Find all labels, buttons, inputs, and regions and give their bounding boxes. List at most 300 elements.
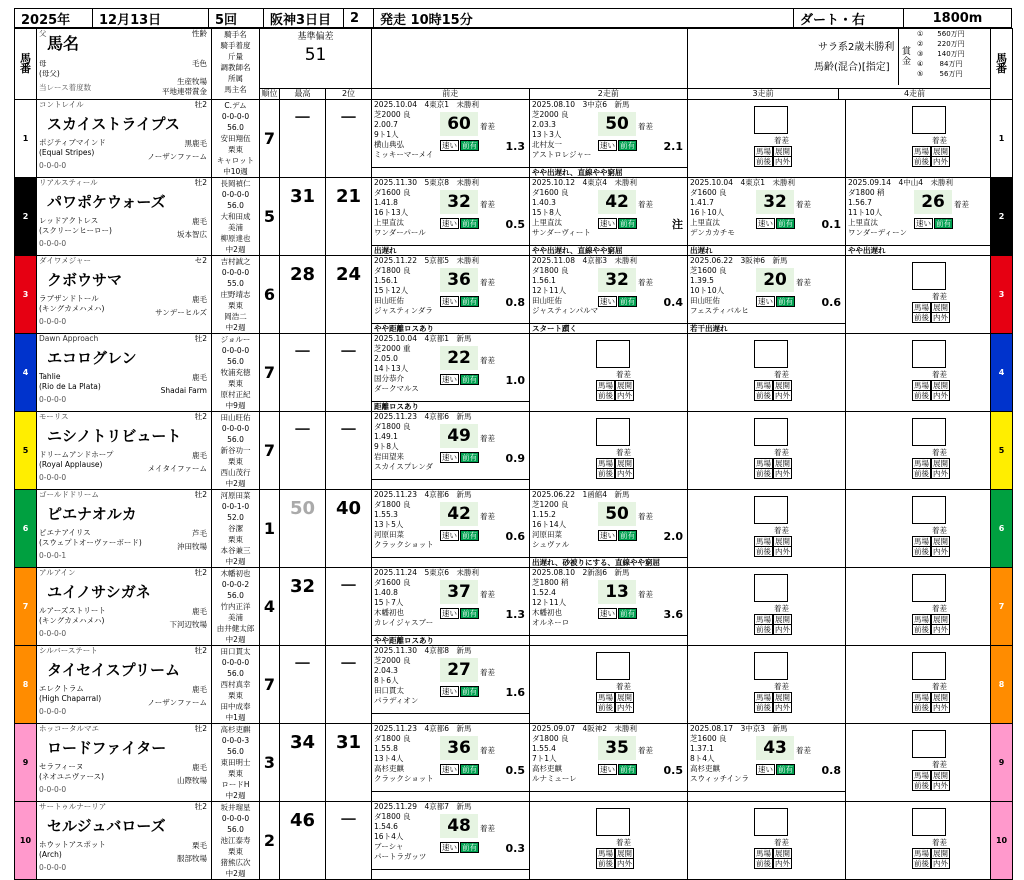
race-index: 48 — [440, 814, 478, 838]
race-field: 16ト14人 — [532, 520, 567, 529]
sex-age: セ2 — [194, 256, 207, 265]
race-empty: 着差 馬場 展開 前後 内外 — [846, 646, 991, 724]
race-comment: 距離ロスあり — [372, 401, 529, 411]
race-index: 43 — [756, 736, 794, 760]
horse-name[interactable]: セルジュバローズ — [47, 817, 166, 835]
horse-number: 1 — [15, 100, 37, 178]
race-index: 13 — [598, 580, 636, 604]
trainer: 東田明士 — [220, 758, 251, 767]
damsire: (Arch) — [39, 850, 62, 859]
blank-box — [754, 340, 788, 368]
horse-number-right: 1 — [991, 100, 1013, 178]
belong: 栗東 — [228, 535, 243, 544]
race-jockey: 高杉吏麒 — [690, 764, 721, 773]
jockey-record: 0-0-0-0 — [221, 658, 250, 667]
arrival-label: 着差 — [616, 838, 632, 847]
sire: アルアイン — [39, 568, 76, 577]
second-index: 40 — [326, 490, 372, 568]
arrival-label: 着差 — [480, 434, 496, 443]
horse-info[interactable] — [37, 412, 212, 490]
arrival-label: 着差 — [774, 604, 790, 613]
arrival-label: 着差 — [932, 292, 948, 301]
second-index: － — [326, 646, 372, 724]
race-time: 2.03.3 — [532, 120, 556, 129]
race-index: 42 — [440, 502, 478, 526]
rank: 6 — [260, 256, 280, 334]
pace-tags: 速い 前有 — [442, 531, 478, 540]
pace-tags: 馬場 展開 — [914, 771, 949, 780]
trainer: 安田翔伍 — [220, 134, 251, 143]
race-prev1 — [372, 568, 530, 646]
margin: 0.4 — [663, 296, 684, 309]
race-time: 1.41.8 — [374, 198, 398, 207]
race-prev1 — [372, 412, 530, 490]
race-number: 2 — [344, 9, 374, 27]
pace-tags: 速い 前有 — [600, 141, 636, 150]
race-course: ダ1600 良 — [690, 188, 727, 197]
damsire: (Royal Applause) — [39, 460, 103, 469]
race-index: 32 — [440, 190, 478, 214]
coat: 鹿毛 — [192, 607, 207, 616]
horse-row — [15, 724, 1013, 802]
weight: 55.0 — [227, 279, 244, 288]
coat: 鹿毛 — [192, 451, 207, 460]
margin: 1.3 — [505, 608, 526, 621]
margin: 注 — [672, 218, 684, 231]
jockey-info — [212, 646, 260, 724]
pace-tags: 馬場 展開 — [756, 459, 791, 468]
belong: 栗東 — [228, 379, 243, 388]
course-record: 0-0-0-1 — [39, 551, 67, 560]
race-field: 10ト10人 — [690, 286, 725, 295]
horse-info[interactable] — [37, 802, 212, 880]
race-prev1 — [372, 646, 530, 724]
breeder: 坂本智広 — [177, 230, 207, 239]
race-time: 1.40.3 — [532, 198, 556, 207]
race-empty: 着差 馬場 展開 前後 内外 — [846, 256, 991, 334]
race-jockey: 木幡初也 — [374, 608, 405, 617]
horse-name[interactable]: ピエナオルカ — [47, 505, 137, 523]
course-record: 0-0-0-0 — [39, 395, 67, 404]
sire: モーリス — [39, 412, 69, 421]
arrival-label: 着差 — [638, 512, 654, 521]
race-jockey: 上里直汰 — [848, 218, 879, 227]
breeder: 下河辺牧場 — [169, 620, 207, 629]
coat: 鹿毛 — [192, 373, 207, 382]
race-course: 芝2000 良 — [532, 110, 569, 119]
pace-tags: 速い 前有 — [442, 765, 478, 774]
race-time: 1.37.1 — [690, 744, 714, 753]
race-index: 36 — [440, 736, 478, 760]
margin: 1.0 — [505, 374, 526, 387]
pace-tags: 速い 前有 — [600, 609, 636, 618]
race-comment — [372, 791, 529, 801]
breeder: Shadai Farm — [160, 386, 207, 395]
race-info: サラ系2歳未勝利 馬齢(混合)[指定] 賞金 ① 560万円 ② 220万円 ③ 140万円 ④ 84万円 ⑤ 56万円 3走前 4走前 — [688, 29, 991, 100]
race-time: 1.52.4 — [532, 588, 556, 597]
race-field: 15ト7人 — [374, 598, 404, 607]
race-field: 16ト4人 — [374, 832, 404, 841]
second-index: － — [326, 334, 372, 412]
arrival-label: 着差 — [638, 746, 654, 755]
col-jockey: 騎手名 騎手着度 斤量 調教師名 所属 馬主名 — [212, 29, 260, 100]
race-date: 2025.06.22 3阪神6 新馬 — [690, 256, 788, 265]
blank-box — [912, 574, 946, 602]
weight: 56.0 — [227, 357, 244, 366]
col-prev-1-2: 前走 2走前 — [372, 29, 688, 100]
race-date: 2025.10.04 4京都1 新馬 — [374, 334, 472, 343]
horse-number: 3 — [15, 256, 37, 334]
margin: 2.1 — [663, 140, 684, 153]
arrival-label: 着差 — [638, 200, 654, 209]
trainer: 西村真幸 — [220, 680, 251, 689]
course-record: 0-0-0-0 — [39, 863, 67, 872]
rank: 7 — [260, 100, 280, 178]
race-card-table — [14, 28, 1013, 880]
race-time: 1.56.1 — [374, 276, 398, 285]
breeder: ノーザンファーム — [147, 152, 207, 161]
race-field: 8ト4人 — [690, 754, 715, 763]
race-time: 2.04.3 — [374, 666, 398, 675]
race-winner: シュヴァル — [532, 540, 570, 549]
margin: 0.8 — [505, 296, 526, 309]
horse-info[interactable] — [37, 724, 212, 802]
race-date: 2025.10.04 4東京1 未勝利 — [374, 100, 480, 109]
margin: 0.9 — [505, 452, 526, 465]
sex-age: 牡2 — [194, 412, 207, 421]
sire: サートゥルナーリア — [39, 802, 107, 811]
sire: リアルスティール — [39, 178, 98, 187]
horse-info[interactable] — [37, 100, 212, 178]
race-field: 12ト11人 — [532, 598, 567, 607]
race-date: 2025.11.24 5東京6 未勝利 — [374, 568, 480, 577]
race-empty: 着差 馬場 展開 前後 内外 — [530, 334, 688, 412]
jockey-info — [212, 100, 260, 178]
margin: 0.8 — [821, 764, 842, 777]
horse-name[interactable]: ロードファイター — [47, 739, 167, 757]
race-winner: ミッキーマーメイ — [374, 150, 434, 159]
arrival-label: 着差 — [480, 746, 496, 755]
start-time: 発走 10時15分 — [374, 9, 794, 27]
race-field: 7ト1人 — [532, 754, 557, 763]
blank-box — [912, 340, 946, 368]
horse-name[interactable]: クボウサマ — [47, 271, 123, 289]
race-prev3 — [688, 178, 846, 256]
owner: 原村正紀 — [220, 390, 251, 399]
coat: 鹿毛 — [192, 685, 207, 694]
breeder: 山際牧場 — [177, 776, 207, 785]
second-index: － — [326, 100, 372, 178]
race-date: 2025.11.23 4京都6 新馬 — [374, 724, 472, 733]
arrival-label: 着差 — [932, 526, 948, 535]
race-date: 2025.11.08 4京都3 未勝利 — [532, 256, 638, 265]
weight: 56.0 — [227, 201, 244, 210]
pace-tags: 速い 前有 — [442, 375, 478, 384]
max-index: 28 — [280, 256, 326, 334]
horse-row — [15, 412, 1013, 490]
race-empty: 着差 馬場 展開 前後 内外 — [846, 412, 991, 490]
race-prev2 — [530, 100, 688, 178]
course-record: 0-0-0-0 — [39, 629, 67, 638]
arrival-label: 着差 — [480, 356, 496, 365]
jockey-info — [212, 334, 260, 412]
damsire: (キングカメハメハ) — [39, 304, 105, 313]
arrival-label: 着差 — [774, 448, 790, 457]
weight: 52.0 — [227, 513, 244, 522]
arrival-label: 着差 — [480, 200, 496, 209]
race-course: ダ1800 良 — [374, 266, 411, 275]
arrival-label: 着差 — [638, 122, 654, 131]
race-winner: スウィッチインラ — [690, 774, 750, 783]
damsire: (ネオユニヴァース) — [39, 772, 105, 781]
horse-row — [15, 490, 1013, 568]
belong: 栗東 — [228, 769, 243, 778]
race-index: 50 — [598, 112, 636, 136]
trainer: 牧浦充徳 — [220, 368, 251, 377]
blank-box — [754, 418, 788, 446]
rank: 5 — [260, 178, 280, 256]
col-horse-info: 父 性齢 馬名 母 毛色 (母父) 当レース着度数 生産牧場 平地連帯賞金 — [37, 29, 212, 100]
track-type: ダート・右 — [794, 9, 904, 27]
horse-row — [15, 568, 1013, 646]
date: 12月13日 — [93, 9, 209, 27]
owner: ロードH — [221, 780, 250, 789]
blank-box — [912, 262, 946, 290]
max-index: － — [280, 334, 326, 412]
blank-box — [596, 808, 630, 836]
pace-tags: 速い 前有 — [916, 219, 952, 228]
race-date: 2025.08.10 2新潟6 新馬 — [532, 568, 630, 577]
year: 2025年 — [15, 9, 93, 27]
blank-box — [754, 106, 788, 134]
jockey-record: 0-0-0-0 — [221, 346, 250, 355]
pace-tags: 馬場 展開 — [598, 693, 633, 702]
dam: ラブザンドトール — [39, 294, 99, 303]
pace-tags: 馬場 展開 — [914, 147, 949, 156]
rank: 2 — [260, 802, 280, 880]
race-winner: ダークマルス — [374, 384, 419, 393]
arrival-label: 着差 — [932, 448, 948, 457]
race-jockey: 上里直汰 — [374, 218, 405, 227]
race-winner: スカイスプレンダ — [374, 462, 433, 471]
horse-name[interactable]: スカイストライプス — [47, 115, 180, 133]
horse-name[interactable]: ユイノサシガネ — [47, 583, 151, 601]
horse-info[interactable] — [37, 178, 212, 256]
horse-info[interactable] — [37, 568, 212, 646]
jockey-name: 河原田菜 — [220, 491, 251, 500]
race-course: ダ1800 稍 — [848, 188, 885, 197]
jockey-info — [212, 490, 260, 568]
course-record: 0-0-0-0 — [39, 473, 67, 482]
pace-tags: 馬場 展開 — [914, 537, 949, 546]
race-field: 9ト1人 — [374, 130, 399, 139]
rank: 4 — [260, 568, 280, 646]
damsire: (スクリーンヒーロー) — [39, 226, 112, 235]
race-prev1 — [372, 178, 530, 256]
race-course: ダ1800 良 — [374, 500, 411, 509]
horse-name[interactable]: ニシノトリビュート — [47, 427, 182, 445]
horse-row — [15, 100, 1013, 178]
horse-number: 5 — [15, 412, 37, 490]
coat: 鹿毛 — [192, 295, 207, 304]
race-date: 2025.11.30 5東京8 未勝利 — [374, 178, 480, 187]
jockey-info — [212, 724, 260, 802]
pace-tags: 速い 前有 — [758, 765, 794, 774]
race-jockey: 上里直汰 — [690, 218, 721, 227]
jockey-record: 0-0-0-2 — [221, 580, 250, 589]
horse-number: 9 — [15, 724, 37, 802]
blank-box — [912, 106, 946, 134]
jockey-name: 田山旺佑 — [220, 413, 251, 422]
race-jockey: 田山旺佑 — [532, 296, 563, 305]
trainer: 竹内正洋 — [220, 602, 251, 611]
horse-info[interactable] — [37, 646, 212, 724]
venue: 阪神3日目 — [264, 9, 344, 27]
horse-row — [15, 256, 1013, 334]
race-time: 1.54.6 — [374, 822, 398, 831]
margin: 0.5 — [505, 218, 526, 231]
race-time: 1.55.3 — [374, 510, 398, 519]
pace-tags: 馬場 展開 — [756, 147, 791, 156]
interval: 中2週 — [225, 245, 246, 254]
race-jockey: ブーシャ — [374, 842, 404, 851]
race-jockey: 田山旺佑 — [690, 296, 721, 305]
belong: 栗東 — [228, 457, 243, 466]
owner: 岡浩二 — [224, 312, 247, 321]
blank-box — [912, 652, 946, 680]
pace-tags: 速い 前有 — [442, 219, 478, 228]
race-index: 22 — [440, 346, 478, 370]
pace-tags: 馬場 展開 — [756, 849, 791, 858]
interval: 中2週 — [225, 479, 246, 488]
pace-tags: 馬場 展開 — [598, 381, 633, 390]
race-time: 1.56.7 — [848, 198, 872, 207]
belong: 美浦 — [228, 223, 243, 232]
race-time: 1.15.2 — [532, 510, 556, 519]
jockey-record: 0-0-0-0 — [221, 112, 250, 121]
race-empty: 着差 馬場 展開 前後 内外 — [846, 490, 991, 568]
horse-row — [15, 178, 1013, 256]
jockey-info — [212, 802, 260, 880]
horse-name[interactable]: タイセイスプリーム — [47, 661, 181, 679]
second-index: 21 — [326, 178, 372, 256]
race-empty: 着差 馬場 展開 前後 内外 — [530, 802, 688, 880]
coat: 鹿毛 — [192, 217, 207, 226]
race-comment: やや距離ロスあり — [372, 635, 529, 645]
race-jockey: 高杉吏麒 — [532, 764, 563, 773]
pace-tags: 馬場 展開 — [914, 459, 949, 468]
race-time: 1.41.7 — [690, 198, 714, 207]
race-prev1 — [372, 802, 530, 880]
race-empty: 着差 馬場 展開 前後 内外 — [846, 802, 991, 880]
race-winner: ワンダーパール — [374, 228, 426, 237]
arrival-label: 着差 — [480, 824, 496, 833]
blank-box — [754, 496, 788, 524]
race-date: 2025.11.29 4京都7 新馬 — [374, 802, 472, 811]
belong: 栗東 — [228, 691, 243, 700]
arrival-label: 着差 — [774, 136, 790, 145]
horse-number-right: 7 — [991, 568, 1013, 646]
race-winner: アストロレジャー — [532, 150, 592, 159]
course-record: 0-0-0-0 — [39, 239, 67, 248]
arrival-label: 着差 — [480, 668, 496, 677]
race-course: ダ1800 良 — [374, 422, 411, 431]
race-field: 16ト10人 — [690, 208, 725, 217]
race-time: 1.55.4 — [532, 744, 556, 753]
max-index: － — [280, 412, 326, 490]
margin: 0.5 — [505, 764, 526, 777]
horse-name[interactable]: パワポケウォーズ — [47, 193, 166, 211]
max-index: 31 — [280, 178, 326, 256]
jockey-record: 0-0-0-3 — [221, 736, 250, 745]
arrival-label: 着差 — [796, 746, 812, 755]
pace-tags: 馬場 展開 — [914, 693, 949, 702]
horse-info[interactable] — [37, 490, 212, 568]
pace-tags: 速い 前有 — [600, 765, 636, 774]
race-comment — [688, 791, 845, 801]
weight: 56.0 — [227, 747, 244, 756]
race-time: 1.39.5 — [690, 276, 714, 285]
dam: エレクトラム — [39, 684, 84, 693]
pace-tags: 馬場 展開 — [756, 537, 791, 546]
margin: 1.6 — [505, 686, 526, 699]
interval: 中2週 — [225, 557, 246, 566]
horse-number-right: 2 — [991, 178, 1013, 256]
race-course: ダ1600 良 — [532, 188, 569, 197]
second-index: 31 — [326, 724, 372, 802]
race-field: 14ト13人 — [374, 364, 409, 373]
race-winner: サンダーヴィート — [532, 228, 591, 237]
horse-info[interactable] — [37, 334, 212, 412]
arrival-label: 着差 — [774, 526, 790, 535]
horse-info[interactable] — [37, 256, 212, 334]
arrival-label: 着差 — [932, 370, 948, 379]
pace-tags: 馬場 展開 — [756, 615, 791, 624]
sex-age: 牡2 — [194, 802, 207, 811]
col-horse-no: 馬番 — [15, 29, 37, 100]
horse-name[interactable]: エコログレン — [47, 349, 137, 367]
jockey-name: 吉村誠之 — [220, 257, 251, 266]
dam: レッドアクトレス — [39, 216, 99, 225]
owner: 西山茂行 — [220, 468, 251, 477]
race-empty: 着差 馬場 展開 前後 内外 — [846, 724, 991, 802]
owner: 由井健太郎 — [216, 624, 255, 633]
race-empty: 着差 馬場 展開 前後 内外 — [688, 490, 846, 568]
race-course: ダ1600 良 — [374, 578, 411, 587]
race-comment: やや出遅れ、直線やや窮屈 — [530, 245, 687, 255]
dam: ドリームアンドホープ — [39, 450, 114, 459]
jockey-record: 0-0-0-0 — [221, 424, 250, 433]
breeder: 服部牧場 — [177, 854, 207, 863]
race-time: 2.05.0 — [374, 354, 398, 363]
rank: 7 — [260, 412, 280, 490]
arrival-label: 着差 — [480, 590, 496, 599]
race-time: 1.55.8 — [374, 744, 398, 753]
pace-tags: 馬場 展開 — [598, 459, 633, 468]
race-date: 2025.08.10 3中京6 新馬 — [532, 100, 630, 109]
race-course: 芝2000 重 — [374, 344, 411, 353]
race-winner: ジャスティンダラ — [374, 306, 433, 315]
jockey-record: 0-0-0-0 — [221, 268, 250, 277]
pace-tags: 速い 前有 — [758, 297, 794, 306]
race-empty: 着差 馬場 展開 前後 内外 — [846, 100, 991, 178]
horse-number-right: 6 — [991, 490, 1013, 568]
pace-tags: 速い 前有 — [442, 141, 478, 150]
race-course: ダ1800 良 — [532, 734, 569, 743]
blank-box — [754, 808, 788, 836]
race-winner: クラックショット — [374, 774, 434, 783]
race-comment: やや出遅れ — [846, 245, 990, 255]
